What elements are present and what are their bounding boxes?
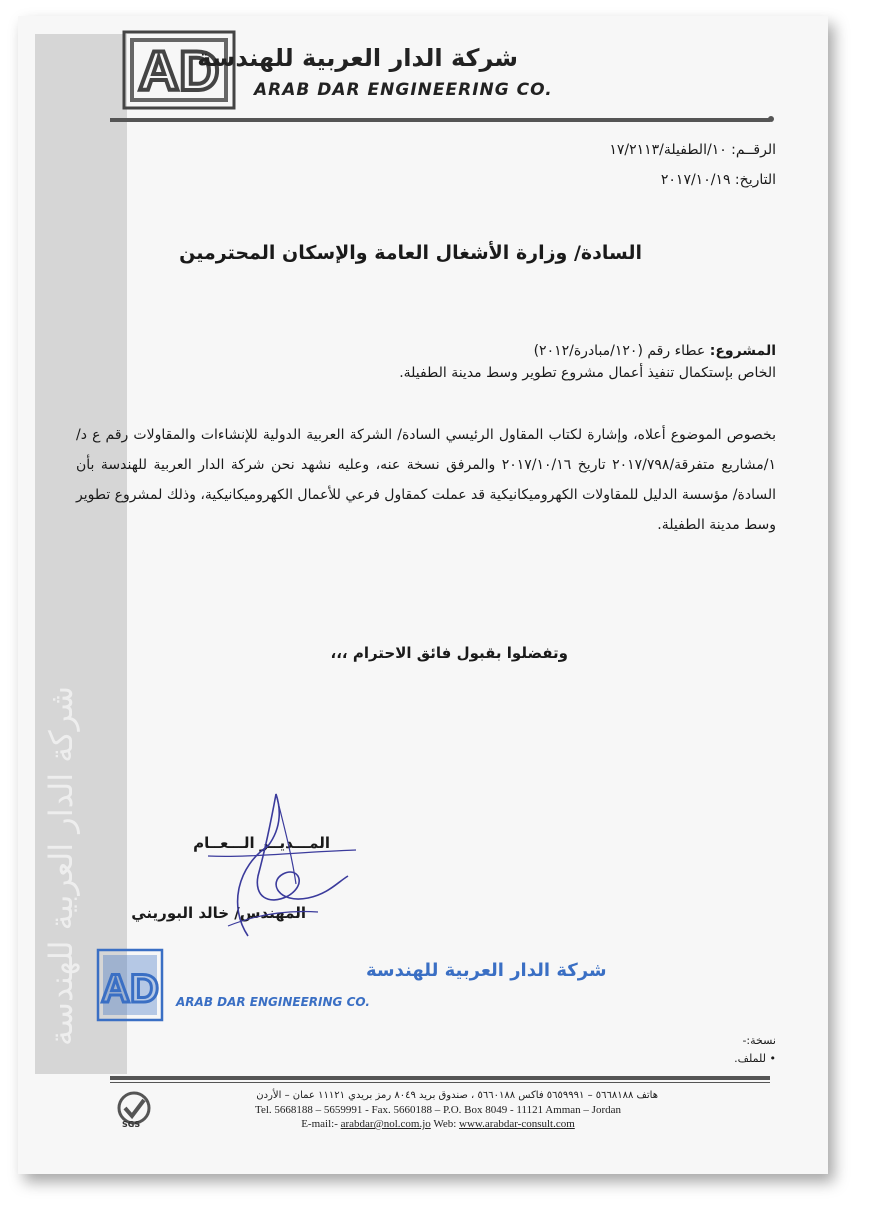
stamp-name-en: ARAB DAR ENGINEERING CO. bbox=[176, 995, 370, 1009]
addressee: السادة/ وزارة الأشغال العامة والإسكان المحترمين bbox=[179, 242, 642, 264]
body-paragraph: بخصوص الموضوع أعلاه، وإشارة لكتاب المقاول الرئيسي السادة/ الشركة العربية الدولية للإنشاءات والمقاولات رقم ع د/١/مشاريع متفرقة/٢٠١٧/٧٩٨ تاريخ ٢٠١٧/١٠/١٦ والمرفق نسخة عنه، وعليه نشهد نحن شركة الدار العربية للهندسة بأن السادة/ مؤسسة الدليل للمقاولات الكهروميكانيكية قد عملت كمقاول فرعي للأعمال الكهروميكانيكية، وذلك لمشروع تطوير وسط مدينة الطفيلة. bbox=[76, 427, 776, 533]
project-line1: عطاء رقم (١٢٠/مبادرة/٢٠١٢) bbox=[533, 343, 706, 359]
copies-item: • للملف. bbox=[734, 1052, 776, 1065]
signatory-name: المهندس/ خالد البوريني bbox=[131, 904, 306, 922]
web-link[interactable]: www.arabdar-consult.com bbox=[459, 1118, 575, 1130]
letter-page bbox=[18, 16, 828, 1174]
project-block bbox=[176, 340, 776, 384]
company-name-en: ARAB DAR ENGINEERING CO. bbox=[254, 80, 553, 100]
sgs-label: SGS bbox=[122, 1120, 141, 1129]
stamp-name-ar: شركة الدار العربية للهندسة bbox=[366, 960, 607, 981]
footer-divider-thin bbox=[110, 1082, 770, 1083]
footer-contact-line bbox=[148, 1118, 728, 1130]
email-link[interactable]: arabdar@nol.com.jo bbox=[340, 1118, 431, 1130]
footer-divider bbox=[110, 1076, 770, 1080]
company-stamp-icon bbox=[96, 944, 607, 1026]
footer-tel-line: Tel. 5668188 – 5659991 - Fax. 5660188 – P.O. Box 8049 - 11121 Amman – Jordan bbox=[255, 1104, 621, 1116]
company-name-ar: شركة الدار العربية للهندسة bbox=[197, 44, 518, 72]
web-label: Web: bbox=[433, 1118, 457, 1130]
stamp-letters: AD bbox=[101, 967, 159, 1011]
closing: وتفضلوا بقبول فائق الاحترام ،،، bbox=[330, 644, 568, 662]
side-watermark: شركة الدار العربية للهندسة bbox=[42, 685, 80, 1047]
copies-block bbox=[734, 1032, 776, 1068]
reference-date: التاريخ: ٢٠١٧/١٠/١٩ bbox=[660, 172, 776, 188]
header-divider bbox=[110, 118, 770, 122]
email-label: E-mail:- bbox=[301, 1118, 338, 1130]
project-label: المشروع: bbox=[709, 343, 776, 359]
footer-arabic: هاتف ٥٦٦٨١٨٨ – ٥٦٥٩٩٩١ فاكس ٥٦٦٠١٨٨ ، صندوق بريد ٨٠٤٩ رمز بريدي ١١١٢١ عمان – الأردن bbox=[256, 1090, 658, 1101]
header-dot bbox=[768, 116, 774, 122]
reference-number: الرقــم: ١٠/الطفيلة/١٧/٢١١٣ bbox=[609, 142, 776, 158]
signature-icon bbox=[188, 786, 358, 946]
project-line2: الخاص بإستكمال تنفيذ أعمال مشروع تطوير وسط مدينة الطفيلة. bbox=[399, 365, 776, 381]
copies-label: نسخة:- bbox=[742, 1034, 776, 1047]
logo-letters: AD bbox=[138, 39, 220, 102]
signatory-title: المـــديــر الـــعــام bbox=[193, 834, 330, 852]
